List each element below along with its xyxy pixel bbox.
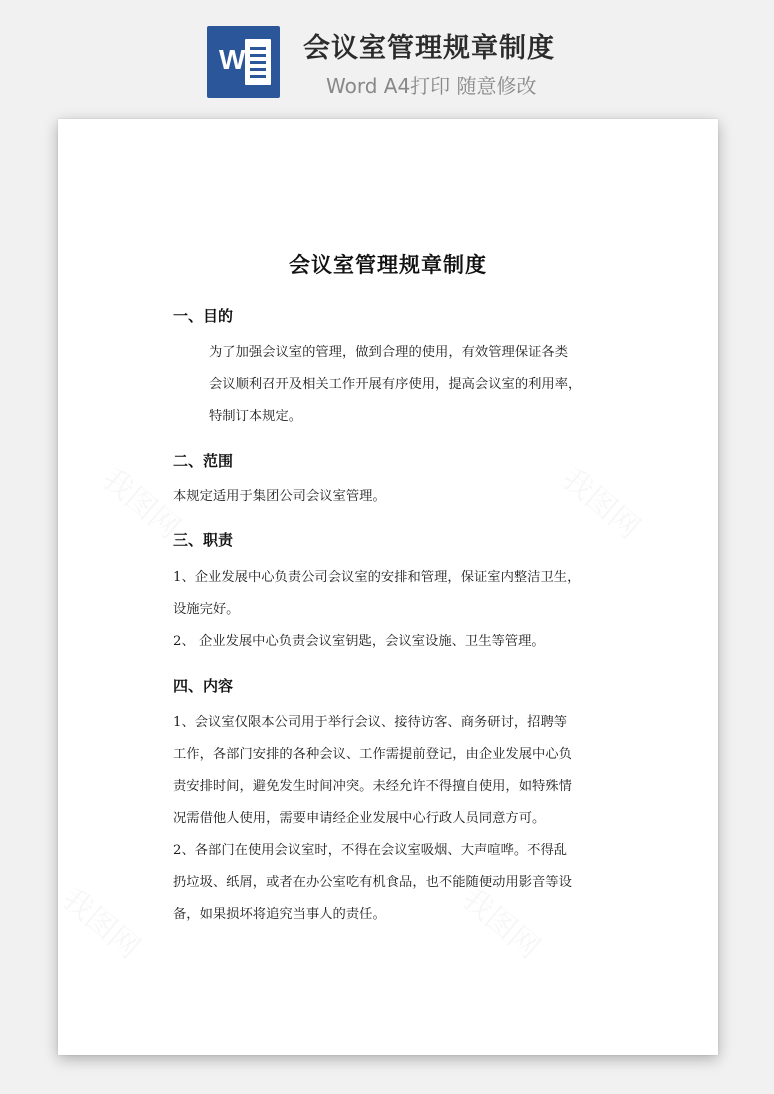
paragraph-line: 工作，各部门安排的各种会议、工作需提前登记，由企业发展中心负	[173, 747, 572, 762]
paragraph-line: 为了加强会议室的管理，做到合理的使用，有效管理保证各类	[209, 345, 569, 360]
word-icon-sheet	[245, 39, 271, 85]
section-heading: 一、目的	[173, 307, 234, 325]
word-icon	[207, 26, 280, 98]
paragraph-line: 况需借他人使用，需要申请经企业发展中心行政人员同意方可。	[173, 811, 546, 826]
paragraph-line: 责安排时间，避免发生时间冲突。未经允许不得擅自使用，如特殊情	[173, 779, 572, 794]
paragraph-line: 设施完好。	[173, 602, 240, 617]
paragraph-line: 2、 企业发展中心负责会议室钥匙，会议室设施、卫生等管理。	[173, 634, 545, 649]
paragraph-line: 会议顺利召开及相关工作开展有序使用，提高会议室的利用率，	[209, 377, 582, 392]
watermark	[54, 875, 151, 967]
paragraph-line: 特制订本规定。	[209, 409, 303, 424]
word-icon-letter: W	[219, 44, 246, 75]
section-heading: 四、内容	[173, 677, 234, 695]
paragraph-line: 1、企业发展中心负责公司会议室的安排和管理，保证室内整洁卫生，	[173, 570, 581, 585]
header-title: 会议室管理规章制度	[303, 33, 555, 64]
section-heading: 二、范围	[173, 452, 234, 470]
document-page	[58, 119, 718, 1055]
document-title: 会议室管理规章制度	[289, 252, 487, 277]
watermark	[554, 455, 651, 547]
paragraph-line: 1、会议室仅限本公司用于举行会议、接待访客、商务研讨，招聘等	[173, 715, 568, 730]
paragraph-line: 扔垃圾、纸屑，或者在办公室吃有机食品，也不能随便动用影音等设	[173, 875, 572, 890]
paragraph-line: 2、各部门在使用会议室时，不得在会议室吸烟、大声喧哗。不得乱	[173, 843, 568, 858]
paragraph-line: 备，如果损坏将追究当事人的责任。	[173, 907, 386, 922]
paragraph-line: 本规定适用于集团公司会议室管理。	[173, 489, 386, 504]
header-subtitle: Word A4打印 随意修改	[326, 74, 537, 98]
section-heading: 三、职责	[173, 531, 234, 549]
